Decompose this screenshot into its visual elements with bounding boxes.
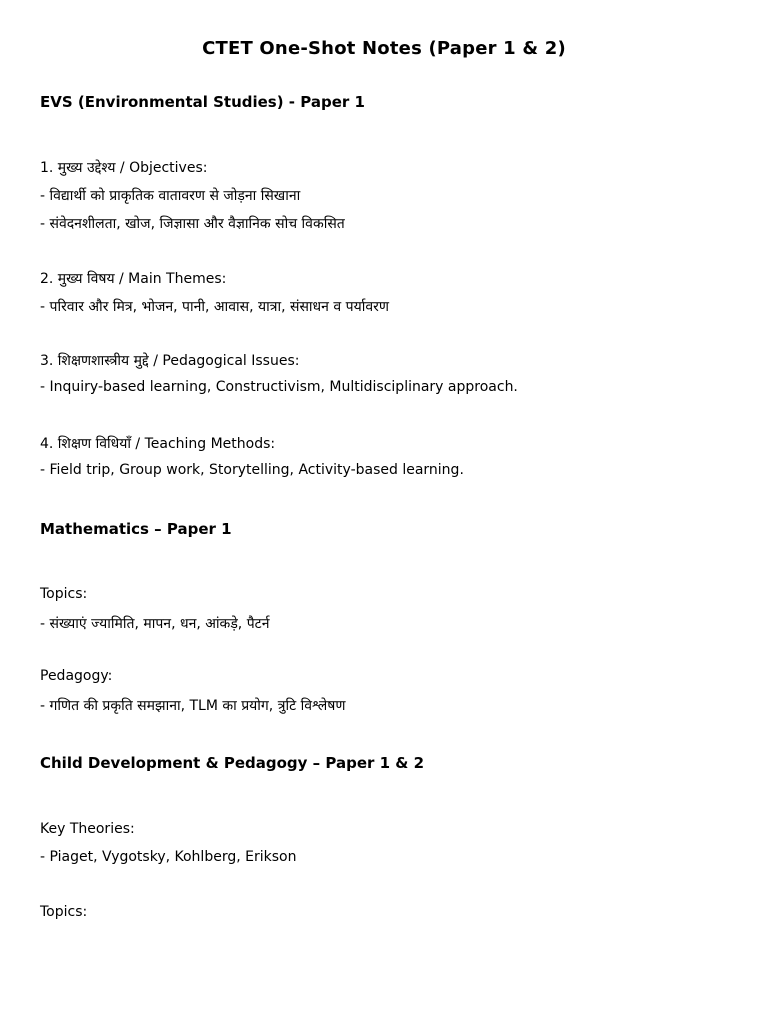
- document-title: CTET One-Shot Notes (Paper 1 & 2): [202, 38, 566, 59]
- evs-objectives-label: 1. मुख्य उद्देश्य / Objectives:: [40, 160, 208, 176]
- maths-topics-item-1: - संख्याएं ज्यामिति, मापन, धन, आंकड़े, पैटर्न: [40, 616, 270, 632]
- cdp-topics-label: Topics:: [40, 904, 88, 920]
- evs-methods-item-1: - Field trip, Group work, Storytelling, Activity-based learning.: [40, 462, 464, 478]
- cdp-theories-item-1: - Piaget, Vygotsky, Kohlberg, Erikson: [40, 849, 297, 865]
- maths-topics-label: Topics:: [40, 586, 88, 602]
- maths-pedagogy-label: Pedagogy:: [40, 668, 113, 684]
- maths-pedagogy-item-1: - गणित की प्रकृति समझाना, TLM का प्रयोग, त्रुटि विश्लेषण: [40, 698, 346, 714]
- evs-pedagogical-label: 3. शिक्षणशास्त्रीय मुद्दे / Pedagogical Issues:: [40, 353, 300, 369]
- evs-objectives-item-2: - संवेदनशीलता, खोज, जिज्ञासा और वैज्ञानिक सोच विकसित: [40, 216, 345, 232]
- cdp-theories-label: Key Theories:: [40, 821, 135, 837]
- evs-methods-label: 4. शिक्षण विधियाँ / Teaching Methods:: [40, 436, 276, 452]
- cdp-heading: Child Development & Pedagogy – Paper 1 & 2: [40, 754, 425, 772]
- evs-themes-item-1: - परिवार और मित्र, भोजन, पानी, आवास, यात्रा, संसाधन व पर्यावरण: [40, 299, 389, 315]
- maths-heading: Mathematics – Paper 1: [40, 520, 232, 538]
- evs-objectives-item-1: - विद्यार्थी को प्राकृतिक वातावरण से जोड़ना सिखाना: [40, 188, 301, 204]
- evs-pedagogical-item-1: - Inquiry-based learning, Constructivism, Multidisciplinary approach.: [40, 379, 518, 395]
- evs-themes-label: 2. मुख्य विषय / Main Themes:: [40, 271, 227, 287]
- evs-heading: EVS (Environmental Studies) - Paper 1: [40, 93, 365, 111]
